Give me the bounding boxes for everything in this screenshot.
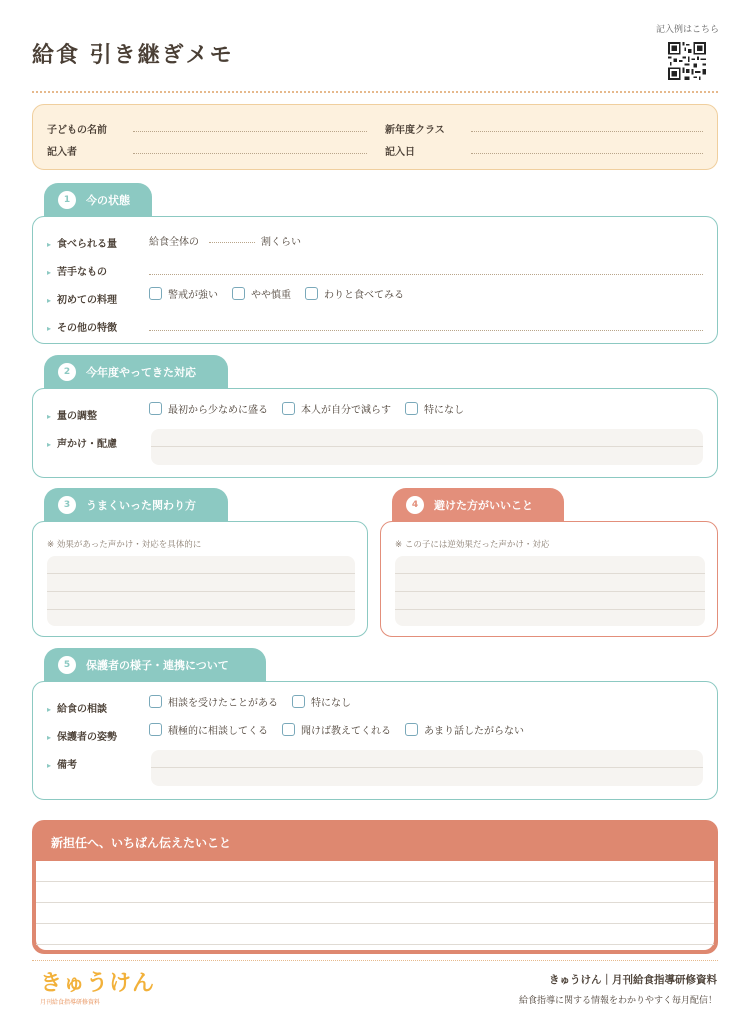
option-consulted[interactable] (149, 694, 278, 709)
option-label: 積極的に相談してくる (168, 726, 268, 737)
dislikes-field[interactable] (149, 274, 703, 275)
checkbox[interactable] (232, 287, 245, 300)
section-note: ※ 効果があった声かけ・対応を具体的に (47, 540, 202, 550)
section-4-panel (380, 521, 718, 637)
option-label: 特になし (311, 698, 351, 709)
checkbox[interactable] (405, 402, 418, 415)
final-title: 新担任へ、いちばん伝えたいこと (51, 836, 232, 850)
section-title: 保護者の様子・連携について (86, 659, 229, 672)
qr-code-icon[interactable] (668, 42, 706, 80)
row-label-consideration: ▸ 声かけ・配慮 (47, 435, 117, 450)
section-title: 今年度やってきた対応 (86, 366, 196, 379)
row-label-amount: ▸ 食べられる量 (47, 235, 117, 250)
brand-name: きゅうけん (40, 971, 156, 996)
footer-publisher: きゅうけん｜月刊給食指導研修資料 (549, 974, 717, 986)
option-reluctant[interactable] (405, 722, 524, 737)
final-message-textarea[interactable] (36, 861, 714, 950)
option-serve-less[interactable] (149, 401, 268, 416)
checkbox[interactable] (292, 695, 305, 708)
checkbox[interactable] (405, 723, 418, 736)
option-label: 相談を受けたことがある (168, 698, 278, 709)
option-responsive[interactable] (282, 722, 391, 737)
option-label: やや慎重 (251, 290, 291, 301)
section-note: ※ この子には逆効果だった声かけ・対応 (395, 540, 550, 550)
option-label: 警戒が強い (168, 290, 218, 301)
child-name-field[interactable] (133, 131, 367, 132)
checkbox[interactable] (149, 402, 162, 415)
final-message-box (32, 820, 718, 954)
row-label-new-food: ▸ 初めての料理 (47, 291, 117, 306)
brand-logo (40, 966, 155, 1006)
option-wary[interactable] (149, 286, 218, 301)
info-box (32, 104, 718, 170)
option-label: わりと食べてみる (324, 290, 404, 301)
avoid-textarea[interactable] (395, 556, 705, 626)
attitude-options (149, 722, 538, 737)
option-self-reduce[interactable] (282, 401, 391, 416)
section-number: 2 (58, 363, 76, 381)
section-number: 1 (58, 191, 76, 209)
date-label: 記入日 (385, 147, 415, 158)
consult-options (149, 694, 365, 709)
row-label-portion: ▸ 量の調整 (47, 407, 97, 422)
section-title: 避けた方がいいこと (434, 499, 533, 512)
section-3-tab (44, 488, 228, 522)
option-none[interactable] (292, 694, 351, 709)
date-field[interactable] (471, 153, 703, 154)
option-none[interactable] (405, 401, 464, 416)
checkbox[interactable] (149, 723, 162, 736)
section-number: 3 (58, 496, 76, 514)
new-food-options (149, 286, 418, 301)
amount-field[interactable] (209, 242, 255, 243)
option-label: 本人が自分で減らす (301, 405, 391, 416)
row-label-consult: ▸ 給食の相談 (47, 700, 107, 715)
child-name-label: 子どもの名前 (47, 125, 107, 136)
section-number: 5 (58, 656, 76, 674)
row-label-other: ▸ その他の特徴 (47, 319, 117, 334)
section-title: うまくいった関わり方 (86, 499, 196, 512)
option-label: 特になし (424, 405, 464, 416)
amount-suffix: 割くらい (261, 237, 301, 248)
row-label-remarks: ▸ 備考 (47, 756, 77, 771)
row-label-dislikes: ▸ 苦手なもの (47, 263, 107, 278)
checkbox[interactable] (282, 402, 295, 415)
section-1-panel (32, 216, 718, 344)
consideration-textarea[interactable] (151, 429, 703, 465)
option-label: あまり話したがらない (424, 726, 524, 737)
section-2-panel (32, 388, 718, 478)
section-3-panel (32, 521, 368, 637)
amount-prefix: 給食全体の (149, 237, 199, 248)
footer-tagline: 給食指導に関する情報をわかりやすく毎月配信！ (518, 996, 717, 1006)
writer-field[interactable] (133, 153, 367, 154)
checkbox[interactable] (149, 287, 162, 300)
checkbox[interactable] (282, 723, 295, 736)
row-label-attitude: ▸ 保護者の姿勢 (47, 728, 117, 743)
checkbox[interactable] (305, 287, 318, 300)
option-label: 最初から少なめに盛る (168, 405, 268, 416)
section-2-tab (44, 355, 228, 389)
option-active[interactable] (149, 722, 268, 737)
section-4-tab (392, 488, 564, 522)
option-cautious[interactable] (232, 286, 291, 301)
brand-subtitle: 月刊給食指導研修資料 (40, 999, 101, 1006)
section-5-tab (44, 648, 266, 682)
checkbox[interactable] (149, 695, 162, 708)
portion-options (149, 401, 478, 416)
section-title: 今の状態 (86, 194, 130, 207)
section-5-panel (32, 681, 718, 800)
new-class-label: 新年度クラス (385, 125, 445, 136)
option-label: 聞けば教えてくれる (301, 726, 391, 737)
writer-label: 記入者 (47, 147, 77, 158)
page-title: 給食 引き継ぎメモ (32, 43, 234, 68)
qr-label: 記入例はこちら (656, 25, 720, 35)
section-1-tab (44, 183, 152, 217)
footer-divider (32, 960, 718, 961)
option-tries[interactable] (305, 286, 404, 301)
new-class-field[interactable] (471, 131, 703, 132)
good-approach-textarea[interactable] (47, 556, 355, 626)
section-number: 4 (406, 496, 424, 514)
other-field[interactable] (149, 330, 703, 331)
header-divider (32, 91, 718, 93)
remarks-textarea[interactable] (151, 750, 703, 786)
